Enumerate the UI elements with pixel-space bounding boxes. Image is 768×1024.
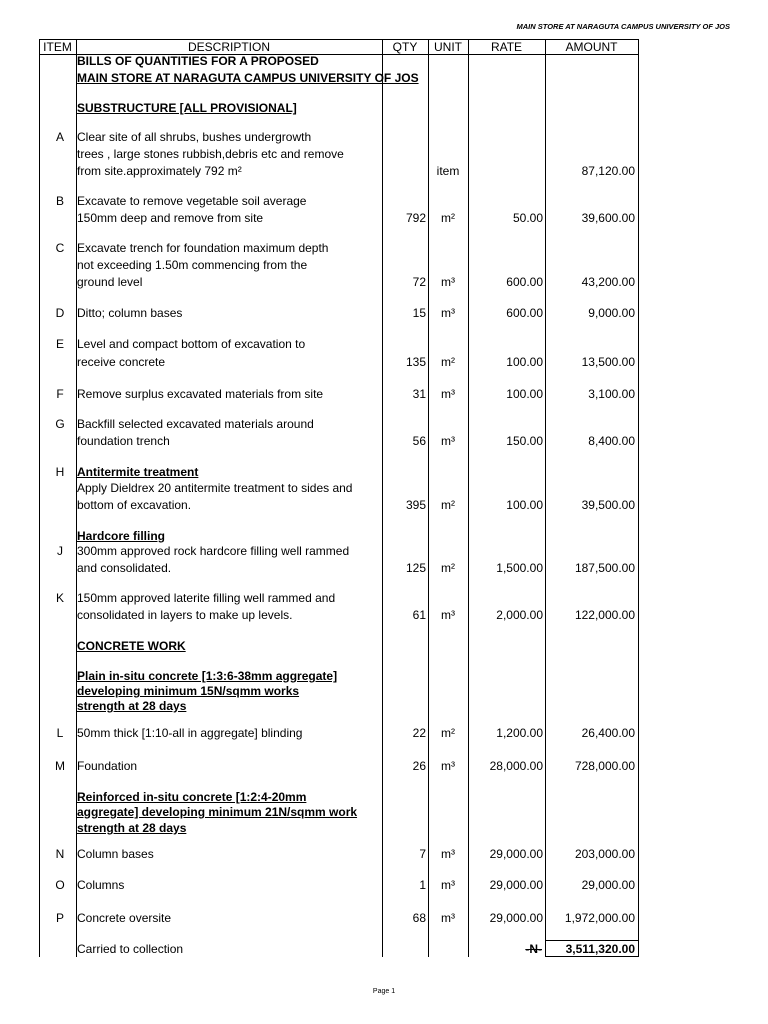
item-description: Column bases: [77, 847, 154, 861]
item-unit: m²: [441, 726, 455, 740]
item-unit: m³: [441, 759, 455, 773]
item-unit: m³: [441, 911, 455, 925]
item-description: bottom of excavation.: [77, 498, 192, 512]
item-unit: m²: [441, 498, 455, 512]
item-amount: 8,400.00: [588, 434, 635, 448]
item-description: Foundation: [77, 759, 138, 773]
page-number: Page 1: [372, 988, 396, 995]
carried-total: 3,511,320.00: [565, 942, 635, 956]
item-qty: 125: [405, 561, 426, 575]
header-amount: AMOUNT: [565, 40, 618, 54]
item-rate: 1,500.00: [496, 561, 543, 575]
item-qty: 56: [412, 434, 426, 448]
item-qty: 395: [405, 498, 426, 512]
item-amount: 9,000.00: [588, 306, 635, 320]
item-description: trees , large stones rubbish,debris etc and remove: [77, 147, 344, 161]
item-description: 150mm approved laterite filling well rammed and: [77, 591, 336, 605]
item-rate: 29,000.00: [489, 878, 543, 892]
item-description: Apply Dieldrex 20 antitermite treatment to sides and: [77, 481, 353, 495]
currency-symbol: -N-: [525, 942, 542, 956]
item-code: C: [55, 241, 65, 255]
item-qty: 22: [412, 726, 426, 740]
total-box-top: [545, 940, 638, 941]
item-unit: m²: [441, 211, 455, 225]
item-code: L: [56, 726, 64, 740]
item-code: O: [55, 878, 65, 892]
item-code: G: [55, 417, 65, 431]
item-amount: 203,000.00: [574, 847, 635, 861]
item-amount: 43,200.00: [581, 275, 635, 289]
item-rate: 28,000.00: [489, 759, 543, 773]
item-qty: 7: [419, 847, 426, 861]
doc-title-line1: BILLS OF QUANTITIES FOR A PROPOSED: [77, 54, 319, 68]
item-qty: 61: [412, 608, 426, 622]
header-unit: UNIT: [434, 40, 462, 54]
item-code: J: [57, 544, 63, 558]
header-item: ITEM: [43, 40, 72, 54]
item-code: D: [55, 306, 65, 320]
item-rate: 100.00: [506, 355, 543, 369]
item-unit: m²: [441, 355, 455, 369]
item-qty: 15: [412, 306, 426, 320]
item-rate: 29,000.00: [489, 911, 543, 925]
item-rate: 150.00: [506, 434, 543, 448]
item-amount: 3,100.00: [588, 387, 635, 401]
item-description: Level and compact bottom of excavation to: [77, 337, 306, 351]
item-description: 150mm deep and remove from site: [77, 211, 264, 225]
item-code: F: [56, 387, 64, 401]
section-antitermite: Antitermite treatment: [77, 465, 199, 479]
item-unit: m³: [441, 306, 455, 320]
item-rate: 600.00: [506, 306, 543, 320]
item-description: Clear site of all shrubs, bushes undergrowth: [77, 130, 312, 144]
item-amount: 122,000.00: [574, 608, 635, 622]
item-qty: 31: [412, 387, 426, 401]
item-description: Backfill selected excavated materials around: [77, 417, 314, 431]
item-amount: 26,400.00: [581, 726, 635, 740]
item-code: M: [55, 759, 65, 773]
col-border-rate: [545, 39, 546, 957]
item-code: E: [55, 337, 64, 351]
header-rate: RATE: [490, 40, 523, 54]
item-qty: 135: [405, 355, 426, 369]
section-reinforced-concrete: strength at 28 days: [77, 821, 187, 835]
item-code: K: [55, 591, 64, 605]
item-description: Remove surplus excavated materials from site: [77, 387, 324, 401]
header-qty: QTY: [392, 40, 418, 54]
section-plain-concrete: Plain in-situ concrete [1:3:6-38mm aggregate]: [77, 669, 338, 683]
item-amount: 39,500.00: [581, 498, 635, 512]
item-unit: item: [436, 164, 460, 178]
item-description: Excavate to remove vegetable soil average: [77, 194, 307, 208]
item-rate: 600.00: [506, 275, 543, 289]
section-plain-concrete: developing minimum 15N/sqmm works: [77, 684, 300, 698]
carried-label: Carried to collection: [77, 942, 184, 956]
section-plain-concrete: strength at 28 days: [77, 699, 187, 713]
item-description: from site.approximately 792 m²: [77, 164, 242, 178]
item-amount: 728,000.00: [574, 759, 635, 773]
section-substructure: SUBSTRUCTURE [ALL PROVISIONAL]: [77, 101, 297, 115]
item-description: and consolidated.: [77, 561, 172, 575]
item-unit: m³: [441, 387, 455, 401]
item-description: 300mm approved rock hardcore filling well rammed: [77, 544, 350, 558]
section-reinforced-concrete: aggregate] developing minimum 21N/sqmm work: [77, 805, 358, 819]
item-description: foundation trench: [77, 434, 170, 448]
item-amount: 13,500.00: [581, 355, 635, 369]
item-rate: 1,200.00: [496, 726, 543, 740]
item-amount: 1,972,000.00: [564, 911, 635, 925]
item-rate: 50.00: [512, 211, 543, 225]
item-code: A: [55, 130, 64, 144]
item-unit: m²: [441, 561, 455, 575]
item-description: receive concrete: [77, 355, 166, 369]
item-description: 50mm thick [1:10-all in aggregate] blinding: [77, 726, 303, 740]
item-unit: m³: [441, 275, 455, 289]
item-unit: m³: [441, 434, 455, 448]
item-qty: 1: [419, 878, 426, 892]
total-box-bottom: [545, 956, 638, 957]
item-description: Ditto; column bases: [77, 306, 183, 320]
doc-title-line2: MAIN STORE AT NARAGUTA CAMPUS UNIVERSITY OF JOS: [77, 71, 419, 85]
col-border-left: [39, 39, 40, 957]
item-amount: 87,120.00: [581, 164, 635, 178]
item-rate: 100.00: [506, 387, 543, 401]
item-rate: 29,000.00: [489, 847, 543, 861]
item-qty: 72: [412, 275, 426, 289]
item-rate: 100.00: [506, 498, 543, 512]
item-qty: 68: [412, 911, 426, 925]
item-description: Concrete oversite: [77, 911, 172, 925]
item-description: not exceeding 1.50m commencing from the: [77, 258, 308, 272]
item-description: Columns: [77, 878, 125, 892]
section-reinforced-concrete: Reinforced in-situ concrete [1:2:4-20mm: [77, 790, 307, 804]
item-rate: 2,000.00: [496, 608, 543, 622]
item-amount: 39,600.00: [581, 211, 635, 225]
item-description: Excavate trench for foundation maximum depth: [77, 241, 329, 255]
item-qty: 792: [405, 211, 426, 225]
item-unit: m³: [441, 608, 455, 622]
item-code: B: [55, 194, 64, 208]
item-unit: m³: [441, 878, 455, 892]
header-description: DESCRIPTION: [187, 40, 270, 54]
item-qty: 26: [412, 759, 426, 773]
section-concrete: CONCRETE WORK: [77, 639, 186, 653]
item-unit: m³: [441, 847, 455, 861]
item-description: consolidated in layers to make up levels.: [77, 608, 293, 622]
item-code: H: [55, 465, 65, 479]
item-code: P: [55, 911, 64, 925]
header-note: MAIN STORE AT NARAGUTA CAMPUS UNIVERSITY OF JOS: [516, 22, 730, 31]
item-amount: 187,500.00: [574, 561, 635, 575]
col-border-right: [638, 39, 639, 957]
item-description: ground level: [77, 275, 143, 289]
section-hardcore: Hardcore filling: [77, 529, 166, 543]
col-border-unit: [468, 39, 469, 957]
item-amount: 29,000.00: [581, 878, 635, 892]
item-code: N: [55, 847, 65, 861]
